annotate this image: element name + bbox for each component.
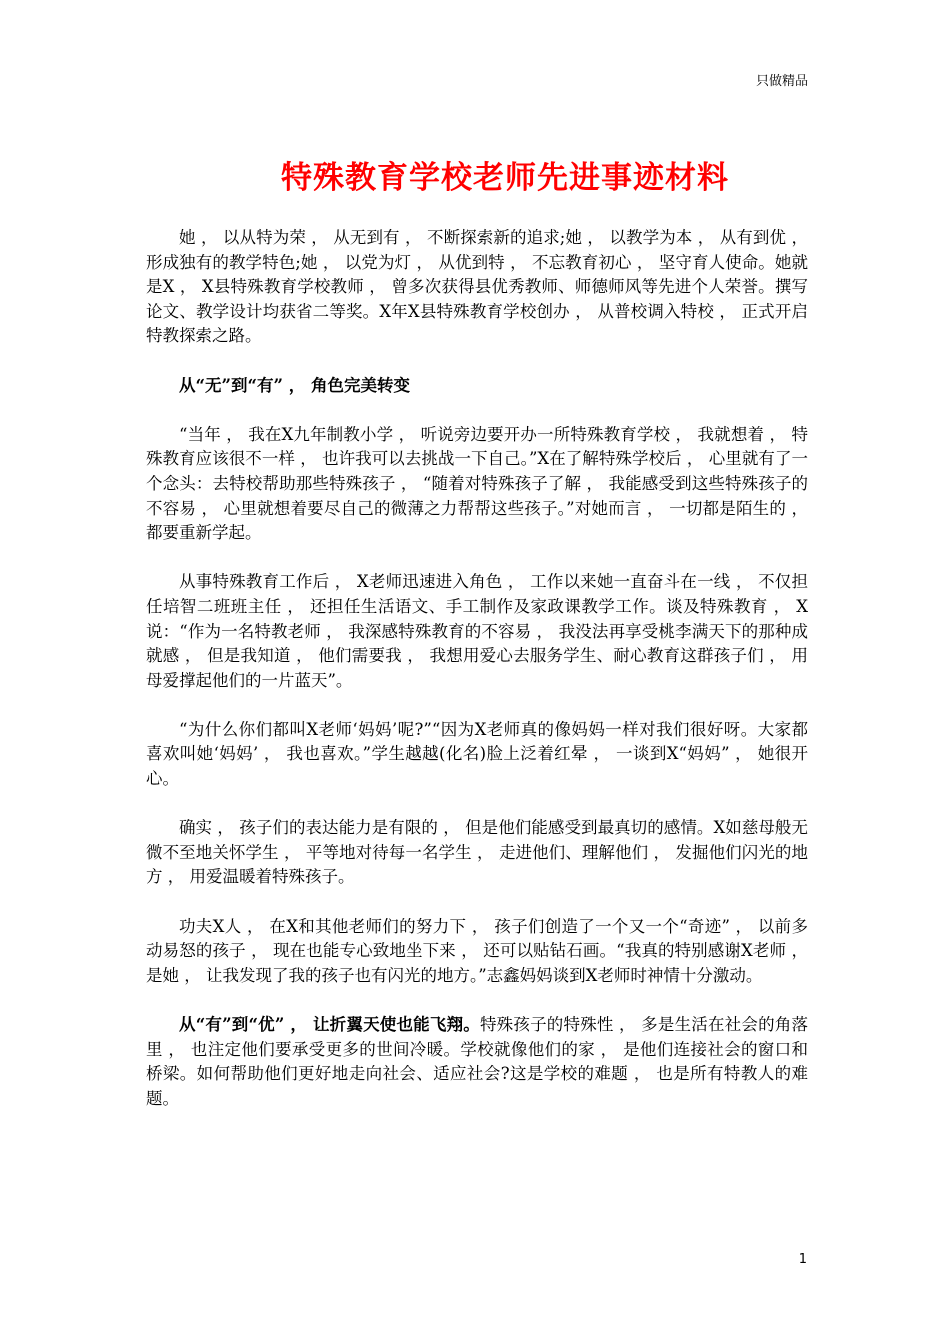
paragraph: 从事特殊教育工作后 ， X老师迅速进入角色 ， 工作以来她一直奋斗在一线 ， 不仅担任培智二班班主任 ， 还担任生活语文、手工制作及家政课教学工作。谈及特殊教育 ， X说：“作为一名特教老师 ， 我深感特殊教育的不容易 ， 我没法再享受桃李满天下的那种成就感 ， 但是我知道 ， 他们需要我 ， 我想用爱心去服务学生、耐心教育这群孩子们 ， 用母爱撑起他们的一片蓝天”。 — [146, 572, 808, 690]
document-title: 特殊教育学校老师先进事迹材料 — [281, 160, 729, 196]
paragraph: “当年 ， 我在X九年制教小学 ， 听说旁边要开办一所特殊教育学校 ， 我就想着 ， 特殊教育应该很不一样 ， 也许我可以去挑战一下自己。”X在了解特殊学校后 ， 心里就有了一个念头：去特校帮助那些特殊孩子 ， “随着对特殊孩子了解 ， 我能感受到这些特殊孩子的不容易 ， 心里就想着要尽自己的微薄之力帮帮这些孩子。”对她而言 ， 一切都是陌生的 ， 都要重新学起。 — [146, 424, 808, 543]
paragraph: “为什么你们都叫X老师‘妈妈’呢?”“因为X老师真的像妈妈一样对我们很好呀。大家都喜欢叫她‘妈妈’ ， 我也喜欢。”学生越越(化名)脸上泛着红晕 ， 一谈到X“妈妈” ， 她很开心。 — [146, 719, 808, 789]
paragraph: 功夫X人 ， 在X和其他老师们的努力下 ， 孩子们创造了一个又一个“奇迹” ， 以前多动易怒的孩子 ， 现在也能专心致地坐下来 ， 还可以贴钻石画。“我真的特别感谢X老师 ， 是她 ， 让我发现了我的孩子也有闪光的地方。”志鑫妈妈谈到X老师时神情十分激动。 — [146, 916, 808, 985]
header-note: 只做精品 — [755, 74, 808, 89]
document-body — [146, 226, 808, 1136]
paragraph-text: 特殊孩子的特殊性 ， 多是生活在社会的角落里 ， 也注定他们要承受更多的世间冷暖。学校就像他们的家 ， 是他们连接社会的窗口和桥梁。如何帮助他们更好地走向社会、适应社会?这是学校的难题 ， 也是所有特教人的难题。 — [146, 1015, 808, 1108]
page-number: 1 — [798, 1252, 807, 1267]
section-heading: 从“无”到“有” ， 角色完美转变 — [179, 375, 410, 395]
paragraph-intro: 她 ， 以从特为荣 ， 从无到有 ， 不断探索新的追求;她 ， 以教学为本 ， 从有到优 ， 形成独有的教学特色;她 ， 以党为灯 ， 从优到特 ， 不忘教育初心 ， 坚守育人使命。她就是X ， X县特殊教育学校教师 ， 曾多次获得县优秀教师、师德师风等先进个人荣誉。撰写论文、教学设计均获省二等奖。X年X县特殊教育学校创办 ， 从普校调入特校 ， 正式开启特教探索之路。 — [146, 228, 808, 346]
section-lead-heading: 从“有”到“优” ， 让折翼天使也能飞翔。 — [179, 1015, 480, 1034]
paragraph: 确实 ， 孩子们的表达能力是有限的 ， 但是他们能感受到最真切的感情。X如慈母般无微不至地关怀学生 ， 平等地对待每一名学生 ， 走进他们、理解他们 ， 发掘他们闪光的地方 ， 用爱温暖着特殊孩子。 — [146, 818, 808, 887]
paragraph-section-start — [146, 1013, 808, 1111]
